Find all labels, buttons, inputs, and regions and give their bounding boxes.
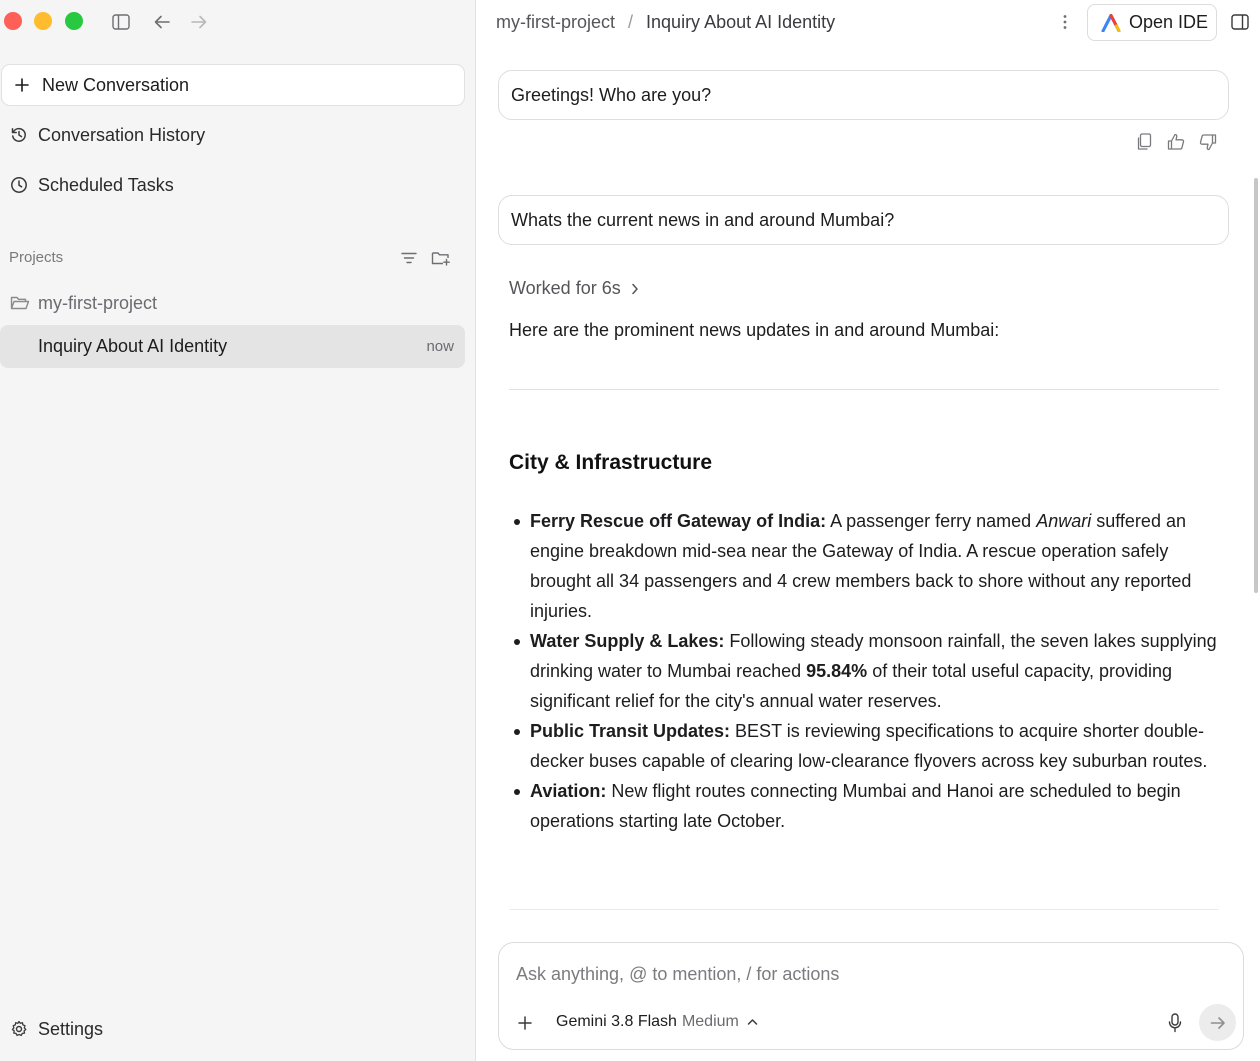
- breadcrumb: [496, 12, 835, 33]
- chevron-right-icon: [631, 283, 639, 295]
- breadcrumb-separator: /: [628, 12, 634, 32]
- worked-duration-toggle[interactable]: [509, 278, 639, 299]
- plus-icon[interactable]: [516, 1014, 534, 1032]
- list-item-text: Following steady monsoon rainfall, the seven lakes supplying drinking water to Mumbai reached: [530, 631, 1217, 681]
- list-item-title: Public Transit Updates:: [530, 721, 731, 741]
- sidebar-item-label: Scheduled Tasks: [38, 174, 174, 195]
- divider: [509, 909, 1219, 910]
- sidebar-item-scheduled-tasks[interactable]: [0, 167, 470, 203]
- folder-open-icon: [10, 294, 30, 312]
- clock-icon: [10, 176, 28, 194]
- arrow-right-icon[interactable]: [187, 10, 211, 34]
- scroll-fade: [497, 870, 1237, 930]
- ide-logo-icon: [1101, 13, 1121, 33]
- main-panel: [477, 0, 1260, 1061]
- settings-label: Settings: [38, 1018, 104, 1039]
- chevron-up-icon: [747, 1018, 758, 1026]
- microphone-icon[interactable]: [1165, 1012, 1185, 1034]
- sidebar-toggle-icon[interactable]: [109, 10, 133, 34]
- breadcrumb-project[interactable]: my-first-project: [496, 12, 616, 32]
- sidebar-item-conversation-history[interactable]: [0, 117, 470, 153]
- more-vertical-icon[interactable]: [1055, 10, 1075, 34]
- plus-icon: [14, 77, 30, 93]
- user-message-text: Greetings! Who are you?: [511, 84, 712, 105]
- list-item-text: New flight routes connecting Mumbai and Hanoi are scheduled to begin operations starting late October.: [530, 781, 1181, 831]
- filter-icon[interactable]: [399, 248, 419, 268]
- project-name: my-first-project: [38, 292, 158, 313]
- list-item: [509, 506, 1221, 626]
- news-list: [509, 506, 1221, 836]
- copy-icon[interactable]: [1133, 131, 1155, 153]
- user-message: [498, 195, 1229, 245]
- open-ide-label: Open IDE: [1129, 12, 1209, 32]
- thumbs-up-icon[interactable]: [1165, 131, 1187, 153]
- sidebar: [0, 0, 476, 1061]
- conversation-timestamp: now: [426, 338, 454, 355]
- scrollbar[interactable]: [1254, 178, 1258, 593]
- list-item-text: A passenger ferry named: [826, 511, 1037, 531]
- list-item: [509, 776, 1221, 836]
- list-item-text: BEST is reviewing specifications to acquire shorter double-decker buses capable of clearing low-clearance flyovers across key suburban routes.: [530, 721, 1208, 771]
- new-conversation-button[interactable]: [1, 64, 465, 106]
- thumbs-down-icon[interactable]: [1197, 131, 1219, 153]
- composer: [498, 942, 1244, 1050]
- window-close-button[interactable]: [4, 12, 22, 30]
- panel-toggle-icon[interactable]: [1228, 10, 1252, 34]
- conversation-title: Inquiry About AI Identity: [38, 336, 228, 356]
- list-item-emphasis: Anwari: [1036, 511, 1092, 531]
- model-name: Gemini 3.8 Flash: [556, 1013, 677, 1030]
- list-item: [509, 626, 1221, 716]
- sidebar-item-label: Conversation History: [38, 124, 206, 145]
- send-button[interactable]: [1199, 1004, 1236, 1041]
- folder-plus-icon[interactable]: [431, 248, 451, 268]
- arrow-left-icon[interactable]: [150, 10, 174, 34]
- model-level: Medium: [681, 1013, 739, 1030]
- divider: [509, 389, 1219, 390]
- projects-section-label: Projects: [9, 249, 64, 266]
- list-item-strong: 95.84%: [806, 661, 868, 681]
- list-item-title: Water Supply & Lakes:: [530, 631, 725, 651]
- list-item: [509, 716, 1221, 776]
- worked-duration-label: Worked for 6s: [509, 278, 621, 298]
- list-item-title: Aviation:: [530, 781, 607, 801]
- project-item[interactable]: [0, 288, 470, 318]
- list-item-text: of their total useful capacity, providing significant relief for the city's annual water reserves.: [530, 661, 1173, 711]
- history-icon: [10, 126, 28, 144]
- settings-button[interactable]: [0, 1012, 103, 1046]
- response-intro: Here are the prominent news updates in and around Mumbai:: [509, 320, 1000, 340]
- open-ide-button[interactable]: [1087, 4, 1217, 41]
- window-minimize-button[interactable]: [34, 12, 52, 30]
- conversation-item-selected[interactable]: [0, 325, 465, 368]
- new-conversation-label: New Conversation: [42, 74, 190, 95]
- breadcrumb-title: Inquiry About AI Identity: [646, 12, 836, 32]
- window-zoom-button[interactable]: [65, 12, 83, 30]
- user-message: [498, 70, 1229, 120]
- response-heading: City & Infrastructure: [509, 451, 713, 474]
- user-message-text: Whats the current news in and around Mumbai?: [511, 209, 895, 230]
- list-item-title: Ferry Rescue off Gateway of India:: [530, 511, 827, 531]
- chat-input[interactable]: Ask anything, @ to mention, / for actions: [516, 964, 840, 984]
- list-item-text: suffered an engine breakdown mid-sea near the Gateway of India. A rescue operation safely brought all 34 passengers and 4 crew members back to shore without any reported injuries.: [530, 511, 1192, 621]
- model-selector[interactable]: [556, 1013, 758, 1031]
- gear-icon: [10, 1020, 28, 1038]
